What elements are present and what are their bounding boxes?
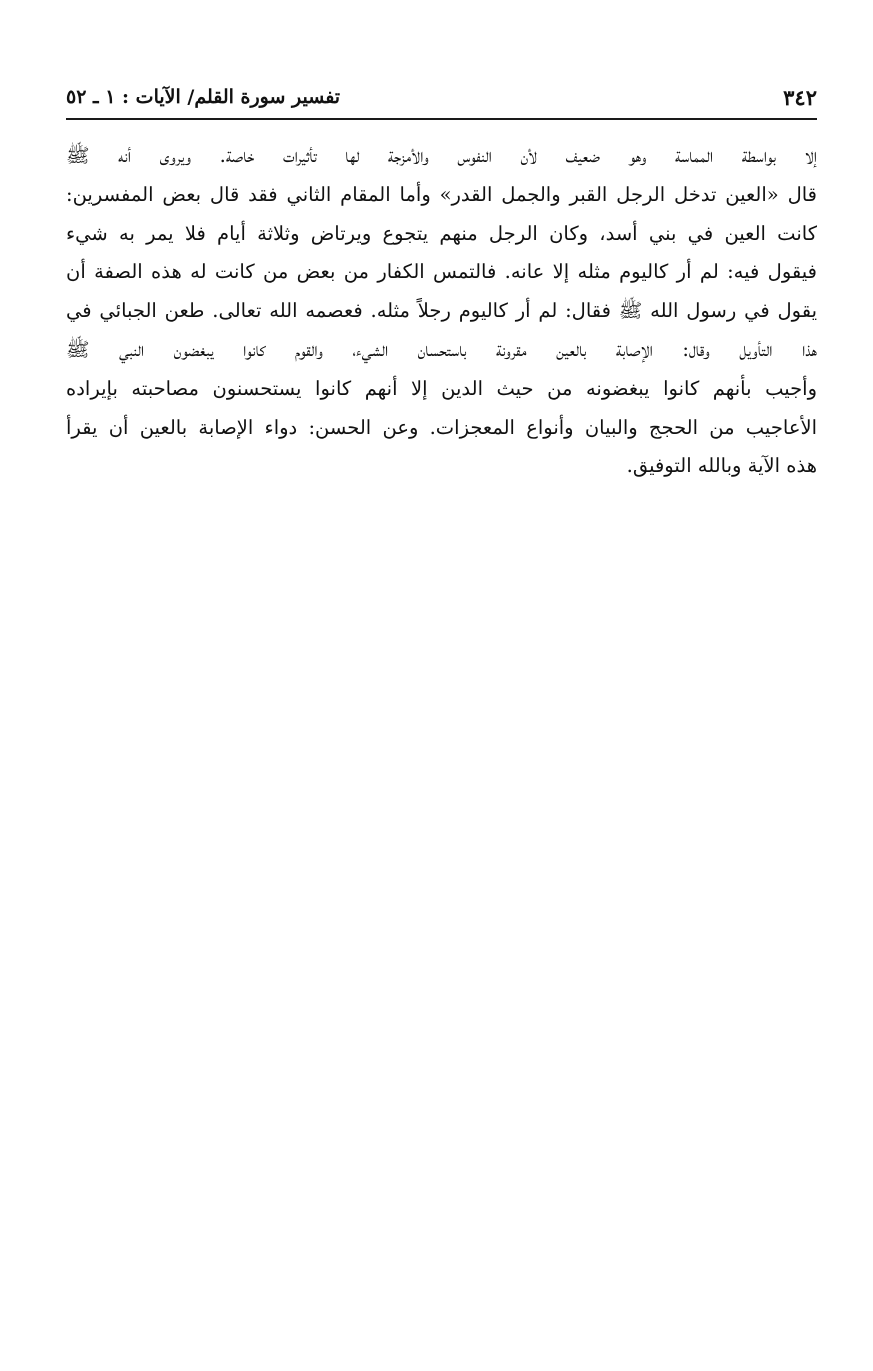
- text-line: قال «العين تدخل الرجل القبر والجمل القدر» وأما المقام الثاني فقد قال بعض المفسرين:: [66, 182, 817, 206]
- text-line: فيقول فيه: لم أر كاليوم مثله إلا عانه. فالتمس الكفار من بعض من كانت له هذه الصفة أن: [66, 260, 817, 284]
- text-line: يقول في رسول الله ﷺ فقال: لم أر كاليوم رجلاً مثله. فعصمه الله تعالى. طعن الجبائي في: [66, 299, 817, 323]
- running-title: تفسير سورة القلم/ الآيات : ١ ـ ٥٢: [66, 86, 341, 108]
- header-rule: [66, 118, 817, 120]
- text-line: كانت العين في بني أسد، وكان الرجل منهم يتجوع ويرتاض وثلاثة أيام فلا يمر به شيء: [66, 221, 817, 245]
- text-line: الأعاجيب من الحجج والبيان وأنواع المعجزات. وعن الحسن: دواء الإصابة بالعين أن يقرأ: [66, 415, 817, 439]
- text-line: وأجيب بأنهم كانوا يبغضونه من حيث الدين إلا أنهم كانوا يستحسنون مصاحبته بإيراده: [66, 376, 817, 400]
- text-line: هذا التأويل وقال: الإصابة بالعين مقرونة باستحسان الشيء، والقوم كانوا يبغضون النبي ﷺ: [66, 337, 817, 361]
- page-number: ٣٤٢: [783, 84, 817, 110]
- text-line: هذه الآية وبالله التوفيق.: [626, 454, 817, 478]
- body-text: [66, 137, 817, 486]
- page-header: [66, 80, 817, 114]
- text-line: إلا بواسطة المماسة وهو ضعيف لأن النفوس والأمزجة لها تأثيرات خاصة. ويروى أنه ﷺ: [66, 144, 817, 167]
